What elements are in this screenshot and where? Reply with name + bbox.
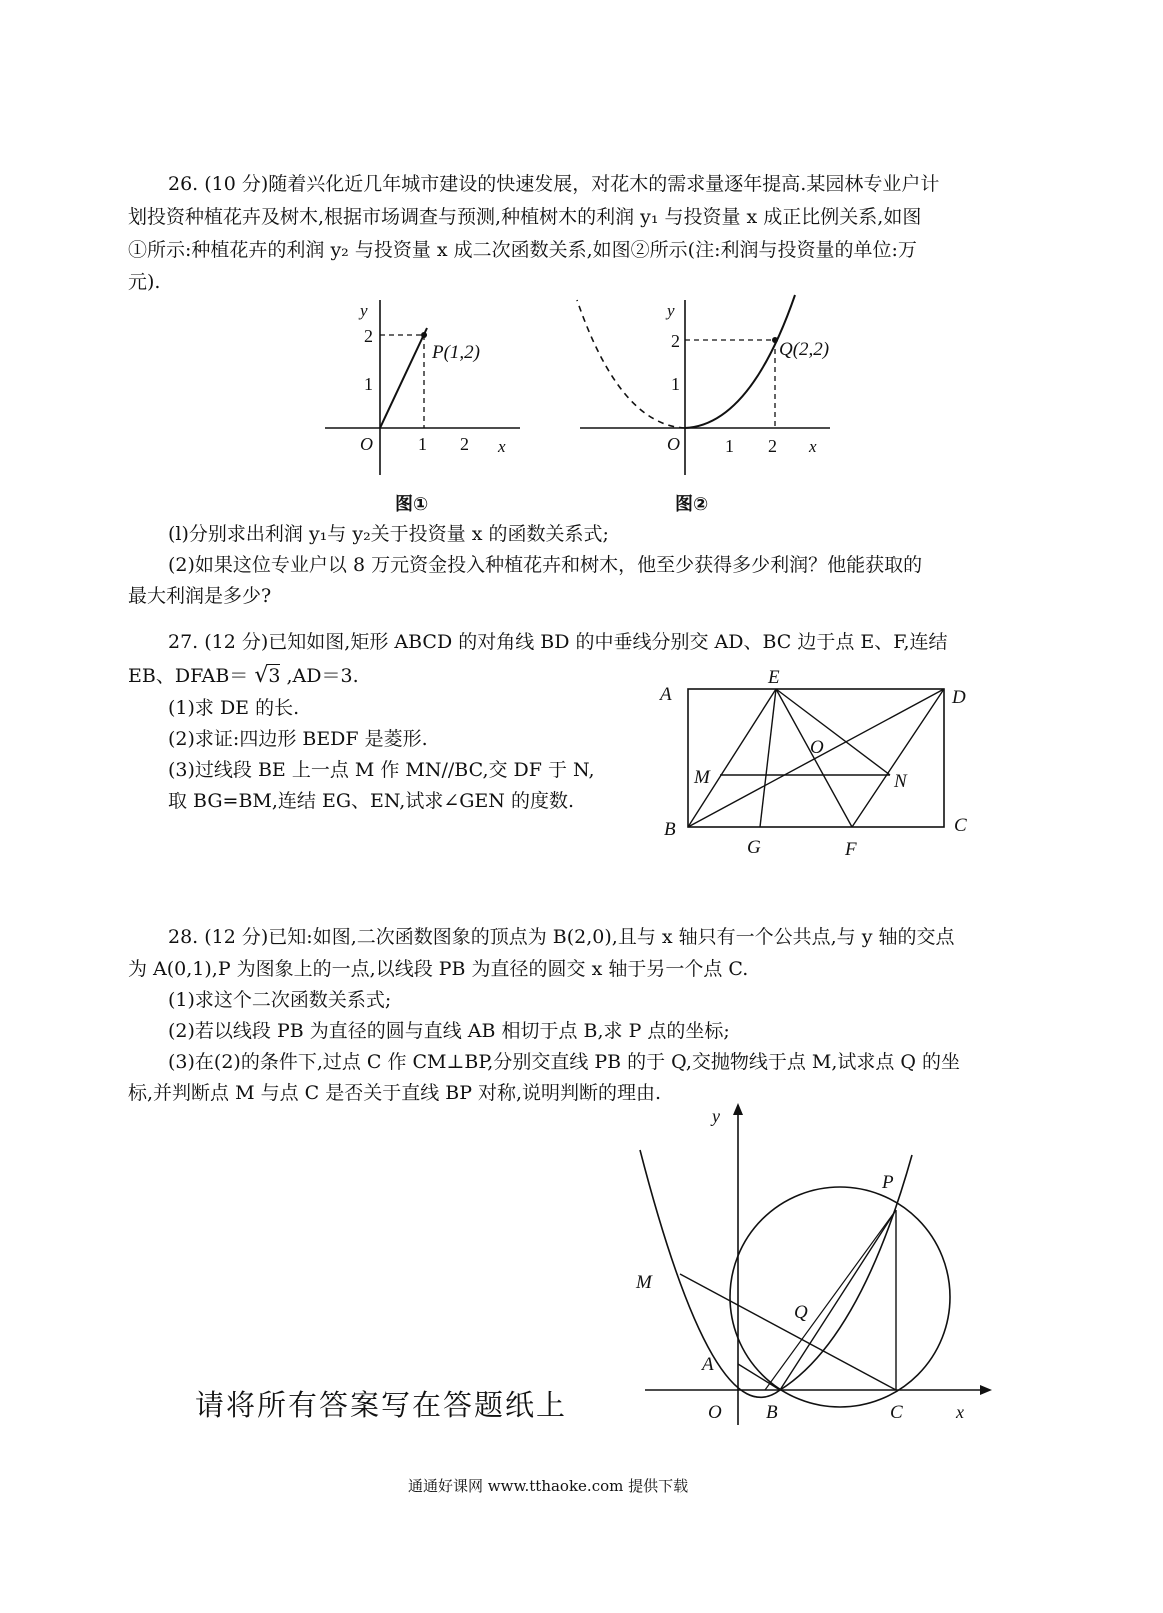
q28-x-label: x [956,1402,964,1422]
seg-en [776,689,890,775]
q26-sub-2-line-2: 最大利润是多少? [128,585,272,607]
q28-label-a: A [702,1354,714,1375]
q28-label-m: M [636,1272,652,1293]
q28-line-2: 为 A(0,1),P 为图象上的一点,以线段 PB 为直径的圆交 x 轴于另一个点 C. [128,958,749,980]
label-o: O [810,737,824,758]
q28-x-arrow [980,1385,992,1395]
footer-credit: 通通好课网 www.tthaoke.com 提供下载 [408,1477,689,1495]
fig2-parabola-right [685,295,795,428]
q27-line-1: 27. (12 分)已知如图,矩形 ABCD 的对角线 BD 的中垂线分别交 AD、BC 边于点 E、F,连结 [168,631,948,653]
fig2-point-label: Q(2,2) [779,339,830,360]
fig1-x-tick-1: 1 [418,434,427,454]
label-a: A [660,684,672,705]
q27-line-2-post: ,AD＝3. [286,665,359,687]
fig1-y-label: y [360,301,368,320]
fig1-line [380,328,427,428]
label-c: C [954,815,967,836]
q27-line-2-pre: EB、DFAB＝ [128,665,249,687]
label-d: D [952,687,966,708]
fig1-x-tick-2: 2 [460,434,469,454]
q27-sub-1: (1)求 DE 的长. [168,697,300,719]
diag-bd [688,689,944,827]
q26-sub-2-line-1: (2)如果这位专业户以 8 万元资金投入种植花卉和树木，他至少获得多少利润？他能获取的 [168,554,923,576]
q28-label-q: Q [794,1302,808,1323]
seg-ef [776,689,852,827]
fig1-x-label: x [498,437,506,456]
sqrt-radicand: 3 [268,665,281,687]
fig2-x-tick-1: 1 [725,436,734,456]
label-g: G [747,837,761,858]
label-f: F [845,839,857,860]
q28-seg-extra [765,1210,896,1390]
label-b: B [664,819,676,840]
sqrt-symbol: √ [254,663,269,688]
label-m: M [694,767,710,788]
q28-y-arrow [733,1103,743,1115]
q28-label-c: C [890,1402,903,1423]
q28-label-b: B [766,1402,778,1423]
q26-line-4: 元). [128,271,161,293]
q27-sub-2: (2)求证:四边形 BEDF 是菱形. [168,728,428,750]
fig1-caption: 图① [395,494,429,515]
q28-sub-4: 标,并判断点 M 与点 C 是否关于直线 BP 对称,说明判断的理由. [128,1082,662,1104]
fig1-y-tick-2: 2 [364,326,373,346]
fig2-x-tick-2: 2 [768,436,777,456]
q28-sub-3: (3)在(2)的条件下,过点 C 作 CM⊥BP,分别交直线 PB 的于 Q,交抛物线于点 M,试求点 Q 的坐 [168,1051,961,1073]
answer-notice: 请将所有答案写在答题纸上 [195,1388,568,1422]
seg-fd [852,689,944,827]
label-e: E [768,667,780,688]
fig2-point-q [772,337,778,343]
q26-line-3: ①所示:种植花卉的利润 y₂ 与投资量 x 成二次函数关系,如图②所示(注:利润与投资量的单位:万 [128,239,917,261]
fig2-caption: 图② [675,494,709,515]
figure-rectangle [650,667,990,865]
q26-line-2: 划投资种植花卉及树木,根据市场调查与预测,种植树木的利润 y₁ 与投资量 x 成正比例关系,如图 [128,206,922,228]
q27-line-2 [128,662,359,690]
q27-sub-3: (3)过线段 BE 上一点 M 作 MN//BC,交 DF 于 N, [168,759,595,781]
q28-sub-2: (2)若以线段 PB 为直径的圆与直线 AB 相切于点 B,求 P 点的坐标; [168,1020,730,1042]
figure-1 [320,290,540,480]
fig1-point-p [421,332,427,338]
fig1-y-tick-1: 1 [364,374,373,394]
fig2-y-tick-2: 2 [671,331,680,351]
q28-seg-bp [780,1210,896,1390]
q28-y-label: y [712,1106,720,1126]
figure-parabola-circle [620,1100,1000,1430]
fig2-y-tick-1: 1 [671,374,680,394]
q28-label-p: P [882,1172,894,1193]
q26-line-1: 26. (10 分)随着兴化近几年城市建设的快速发展，对花木的需求量逐年提高.某园林专业户计 [168,173,940,195]
q26-sub-1: (l)分别求出利润 y₁与 y₂关于投资量 x 的函数关系式; [168,523,609,545]
q27-sub-4: 取 BG=BM,连结 EG、EN,试求∠GEN 的度数. [168,790,574,812]
fig2-origin: O [667,434,680,454]
fig1-origin: O [360,434,373,454]
label-n: N [894,771,907,792]
q28-sub-1: (1)求这个二次函数关系式; [168,989,392,1011]
q28-seg-ab [738,1364,780,1390]
fig2-y-label: y [667,301,675,320]
q28-line-1: 28. (12 分)已知:如图,二次函数图象的顶点为 B(2,0),且与 x 轴只有一个公共点,与 y 轴的交点 [168,926,955,948]
fig2-x-label: x [809,437,817,456]
fig1-point-label: P(1,2) [432,342,481,363]
figure-2 [575,290,835,480]
q28-label-o: O [708,1402,722,1423]
